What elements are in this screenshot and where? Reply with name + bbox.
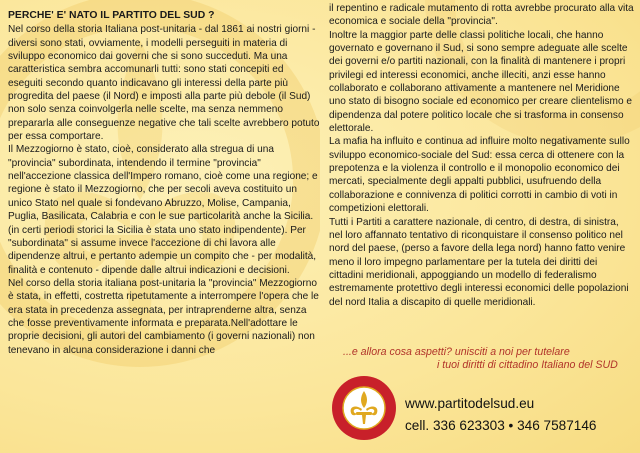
slogan <box>340 346 640 372</box>
phone-numbers: cell. 336 623303 • 346 7587146 <box>405 418 597 433</box>
website-link[interactable]: www.partitodelsud.eu <box>405 396 535 411</box>
document-title: PERCHE' E' NATO IL PARTITO DEL SUD ? <box>8 10 215 21</box>
paragraph: Il Mezzogiorno è stato, cioè, considerato alla stregua di una "provincia" subordinata, intendendo il termine "provincia" nell'accezione classica dell'Impero romano, cioè come una regione; e regione è stato il Mezzogiorno, che per secoli aveva costituito un unico Stato nel quale si fondevano Abruzzo, Molise, Campania, Puglia, Basilicata, Calabria e con le sue particolarità anche la Sicilia. (in certi periodi storici la Sicilia è stata uno stato indipendente). Per "subordinata" si assume invece l'accezione di chi lavora alle dipendenze altrui, e pertanto adempie un compito che - per modalità, finalità e contenuto - dipende dalle altrui indicazioni e decisioni. <box>8 144 318 276</box>
paragraph: La mafia ha influito e continua ad influire molto negativamente sullo sviluppo economico-sociale del Sud: essa cerca di ottenere con la prepotenza e la violenza il controllo e il monopolio economico dei mercati, specialmente degli appalti pubblici, usufruendo della collaborazione e connivenza di politici corrotti in cambio di voti in competizioni elettorali. <box>329 136 630 215</box>
partito-del-sud-logo-icon <box>331 375 397 441</box>
paragraph: Tutti i Partiti a carattere nazionale, di centro, di destra, di sinistra, nel loro affannato tentativo di riconquistare il consenso politico nel nord del paese, (perso a favore della lega nord) hanno fatto venire meno il loro impegno parlamentare per la tutela dei diritti dei cittadini meridionali, appoggiando un modello di federalismo estremamente protettivo degli interessi economici delle popolazioni del nord Italia a discapito di quelle meridionali. <box>329 216 629 308</box>
slogan-line: i tuoi diritti di cittadino Italiano del SUD <box>437 359 618 371</box>
paragraph: Nel corso della storia italiana post-unitaria la "provincia" Mezzogiorno è stata, in effetti, costretta ripetutamente a interrompere l'opera che le era stata in precedenza assegnata, per intraprenderne altra, senza che fosse preventivamente informata e preparata.Nell'adottare le proprie decisioni, gli autori del cambiamento (i governi nazionali) non tenevano in alcuna considerazione i danni che <box>8 277 319 356</box>
paragraph: Nel corso della storia Italiana post-unitaria - dal 1861 ai nostri giorni - diversi sono stati, ovviamente, i modelli perseguiti in materia di sviluppo economico dai governi che si sono succeduti. Ma una caratteristica sembra accomunarli tutti: sono stati concepiti ed eseguiti secondo quanto indicavano gli interessi della parte più progredita del paese (il Nord) e imposti alla parte più debole (il Sud) non solo senza coinvolgerla nelle scelte, ma senza nemmeno prepararla alle conseguenze negative che tali scelte avrebbero potuto per essa comportare. <box>8 24 320 143</box>
right-column <box>329 2 634 309</box>
left-column <box>8 9 320 357</box>
paragraph: il repentino e radicale mutamento di rotta avrebbe procurato alla vita economica e sociale della "provincia". <box>329 3 634 28</box>
slogan-line: ...e allora cosa aspetti? unisciti a noi per tutelare <box>343 346 570 358</box>
paragraph: Inoltre la maggior parte delle classi politiche locali, che hanno governato e governano il Sud, si sono sempre adeguate alle scelte dei governi e/o partiti nazionali, con la finalità di mantenere i propri privilegi ed interessi economici, anche illeciti, anzi esse hanno collaborato e collaborano attivamente a mantenere nel Meridione uno stato di bisogno sociale ed economico per creare clientelismo e dipendenza dal potere politico locale che si trasforma in consenso elettorale. <box>329 29 632 135</box>
